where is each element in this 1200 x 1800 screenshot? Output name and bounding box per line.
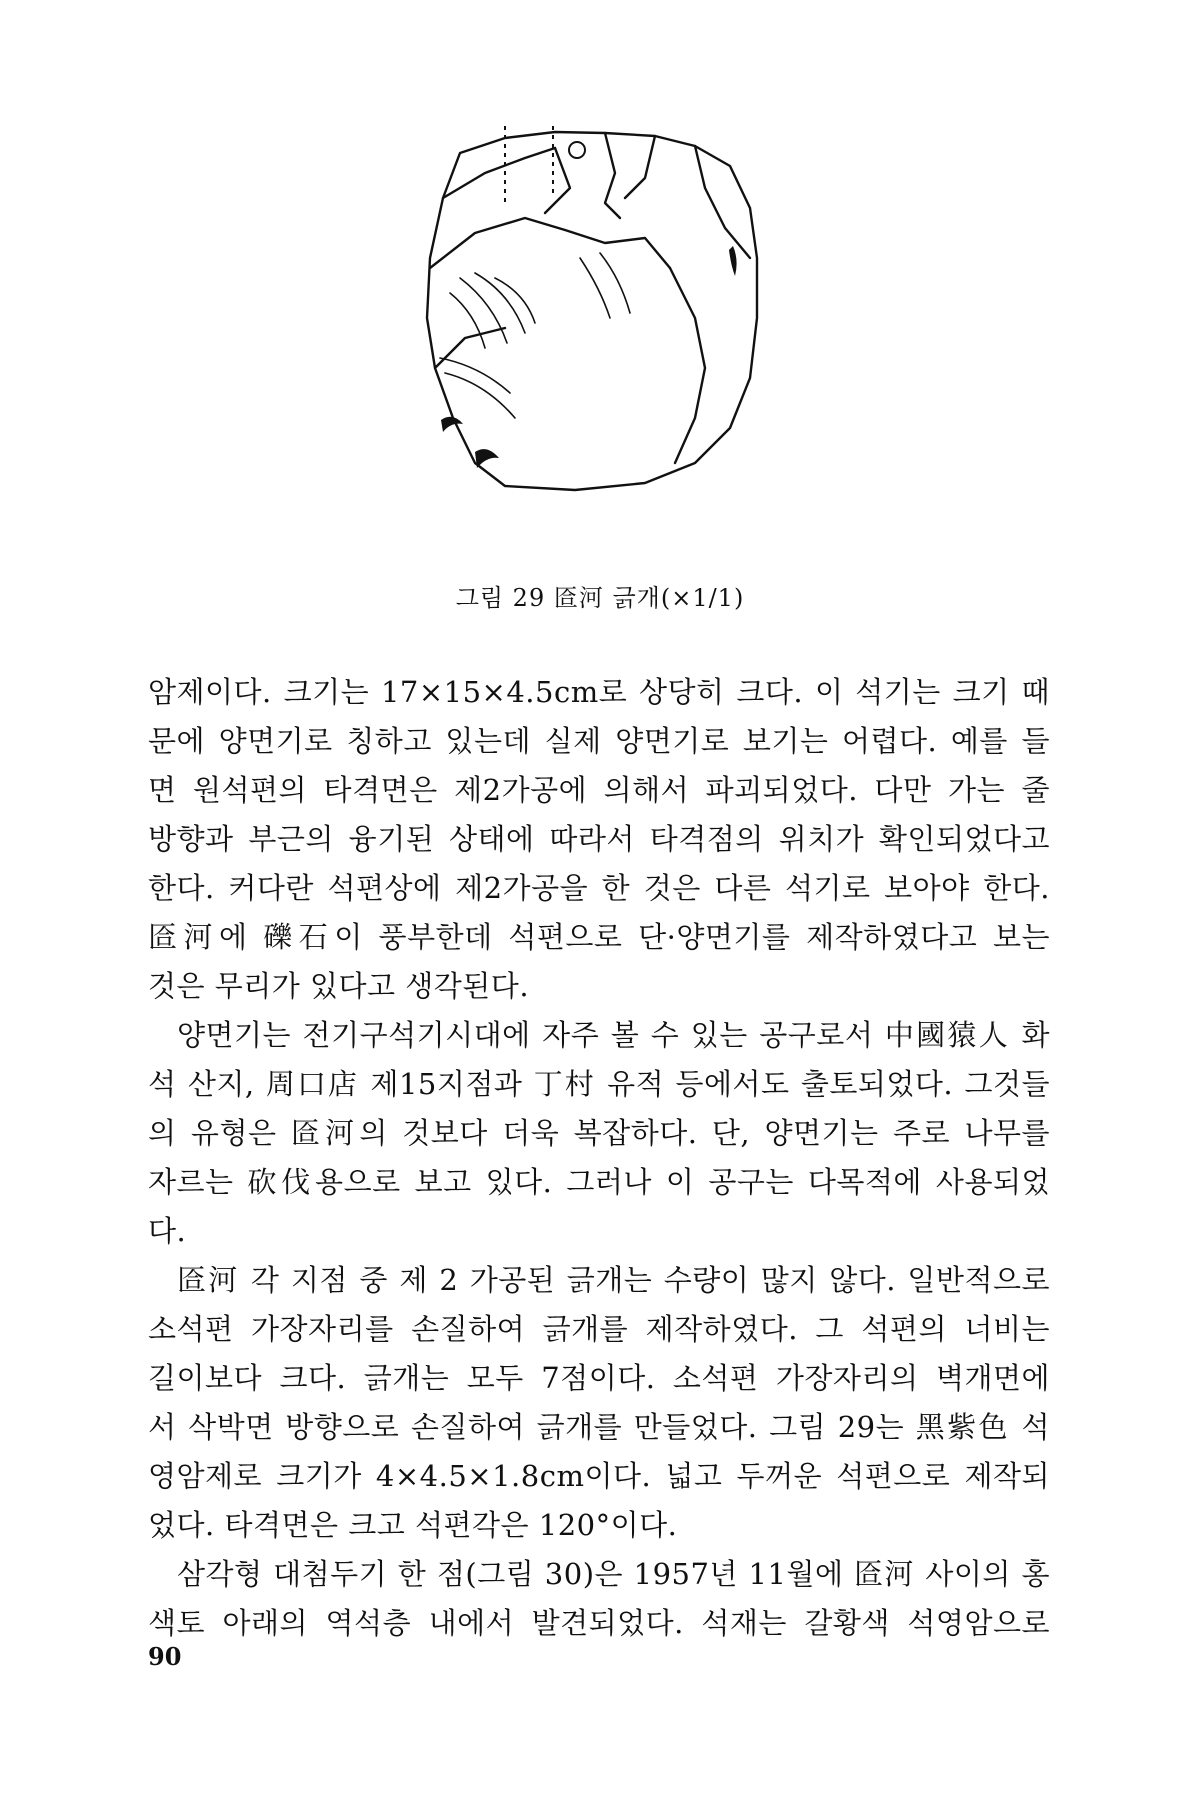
text-line: 문에 양면기로 칭하고 있는데 실제 양면기로 보기는 어렵다. 예를 들 <box>148 724 1050 758</box>
text-line: 암제이다. 크기는 17×15×4.5cm로 상당히 크다. 이 석기는 크기 때 <box>148 675 1050 709</box>
text-line: 한다. 커다란 석편상에 제2가공을 한 것은 다른 석기로 보아야 한다. <box>148 871 1050 905</box>
text-line: 방향과 부근의 융기된 상태에 따라서 타격점의 위치가 확인되었다고 <box>148 822 1050 856</box>
figure-caption: 그림 29 匼河 긁개(×1/1) <box>455 584 745 612</box>
text-line: 석 산지, 周口店 제15지점과 丁村 유적 등에서도 출토되었다. 그것들 <box>148 1067 1050 1101</box>
stone-scraper-drawing <box>405 118 825 558</box>
text-line: 삼각형 대첨두기 한 점(그림 30)은 1957년 11월에 匼河 사이의 홍 <box>177 1557 1050 1591</box>
text-line: 匼河 각 지점 중 제 2 가공된 긁개는 수량이 많지 않다. 일반적으로 <box>177 1263 1050 1297</box>
text-line: 서 삭박면 방향으로 손질하여 긁개를 만들었다. 그림 29는 黑紫色 석 <box>148 1410 1050 1444</box>
text-line: 었다. 타격면은 크고 석편각은 120°이다. <box>148 1508 678 1542</box>
text-line: 영암제로 크기가 4×4.5×1.8cm이다. 넓고 두꺼운 석편으로 제작되 <box>148 1459 1050 1493</box>
text-line: 자르는 砍伐용으로 보고 있다. 그러나 이 공구는 다목적에 사용되었 <box>148 1165 1050 1199</box>
text-line: 다. <box>148 1214 187 1248</box>
body-text <box>148 668 1050 1648</box>
text-line: 의 유형은 匼河의 것보다 더욱 복잡하다. 단, 양면기는 주로 나무를 <box>148 1116 1050 1150</box>
text-line: 면 원석편의 타격면은 제2가공에 의해서 파괴되었다. 다만 가는 줄 <box>148 773 1050 807</box>
scraper-illustration <box>405 118 825 558</box>
text-line: 匼河에 礫石이 풍부한데 석편으로 단·양면기를 제작하였다고 보는 <box>148 920 1050 954</box>
text-line: 양면기는 전기구석기시대에 자주 볼 수 있는 공구로서 中國猿人 화 <box>177 1018 1050 1052</box>
text-line: 색토 아래의 역석층 내에서 발견되었다. 석재는 갈황색 석영암으로 <box>148 1606 1050 1640</box>
text-line: 것은 무리가 있다고 생각된다. <box>148 969 530 1003</box>
text-line: 소석편 가장자리를 손질하여 긁개를 제작하였다. 그 석편의 너비는 <box>148 1312 1050 1346</box>
page-number: 90 <box>148 1642 182 1671</box>
text-line: 길이보다 크다. 긁개는 모두 7점이다. 소석편 가장자리의 벽개면에 <box>148 1361 1050 1395</box>
